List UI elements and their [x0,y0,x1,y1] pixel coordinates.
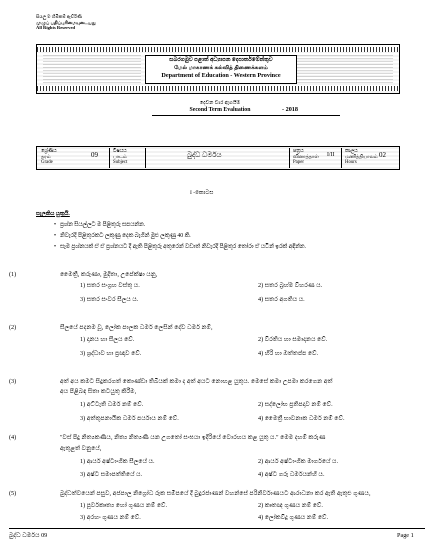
header-pattern-left [43,55,141,83]
copyright-ta: முழுப் பதிப்புரிமையுடையது [36,19,96,25]
question-text: අත් අය කමට සිදුකරගත් කොණ්ඩා තිබියක් කමා ද අත් අයට නොහළ යුතුය. මෙසේ කමා උපමා කරගෙන අත් [60,378,333,385]
answer-option[interactable]: 1) සතර සංග්‍රහ වස්තු ය. [80,282,140,289]
answer-option[interactable]: 3) අෂ්ට සමාපත්තියේ ය. [80,471,143,478]
question-text: "වස් පිදු නිත්‍යකණිය, නිත්‍ය නිත්‍යණි යන උගතෝ සංඝයා ඉදිරියේ වොරහය කළ යුතු ය." මෙම දහම් කරුණ [60,434,326,441]
header-pattern-right [295,55,393,83]
instruction-item: • නිවැරදි පිළිතුරකට ලකුණු දෙක බැගින් මුළු ලකුණු 40 කි. [60,233,420,240]
question-text: මෛත්‍රී, කරුණා, මුදිතා, උපේක්ෂා යනු, [60,271,158,278]
subject-label: විෂයය பாடம் Subject [113,149,128,165]
term-title [160,100,280,114]
question-text: බුද්ධත්වයෙන් පසුව, අජපාල නිග්‍රෝධ රුක සමීපයේ දී බුදුරජාණන් වහන්සේ පරිනිර්වාණයට ආරාධනා කර ඇති ඇතුළු ගුණය, [60,490,371,497]
grade-label: ශ්‍රේණිය தரம் Grade [41,149,57,165]
question-text: සීලයේ පදනම වූ, ලෝක පාලක ධර්ම ලෙසින් දේව ධර්ම නම්, [60,324,213,331]
answer-option[interactable]: 2) ආර්ය අෂ්ටාංගික මාර්ගයේ ය. [258,458,339,465]
question-number: (1) [9,271,17,278]
part-title: I -කොටස [190,190,214,196]
question-number: (2) [9,324,17,331]
department-ta: மேல் மாகாணக் கல்வித் திணைக்களம் [174,65,268,71]
department-en: Department of Education - Western Province [161,72,281,79]
answer-option[interactable]: 1) දානය හා සීලය වේ. [80,336,135,343]
divider [109,148,110,168]
department-header [36,44,400,94]
term-underline [152,115,340,116]
question-text: අය පිළිබඳ සිතා කටයුතු කිරීම, [60,388,137,395]
answer-option[interactable]: 2) විරතිය හා සමාදානය වේ. [258,336,328,343]
time-value: 02 [379,151,386,159]
divider [289,148,290,168]
answer-option[interactable]: 4) හිරි හා ඔත්තප්ප වේ. [258,350,319,357]
question-text: ඇතුළත් වනුයේ, [60,445,102,452]
answer-option[interactable]: 1) පූර්වකෘත්‍ය හෝ ගුණය නම් වේ. [80,502,168,509]
question-number: (5) [9,490,17,497]
answer-option[interactable]: 3) ශ්‍රද්ධාව හා ප්‍රඥාව වේ. [80,350,142,357]
answer-option[interactable]: 2) කෘතඥ ගුණය නම් වේ. [258,502,323,509]
divider [145,148,146,168]
answer-option[interactable]: 4) සතර අගතිය ය. [258,296,305,303]
subject-value: බුද්ධ ධර්මය [187,151,222,159]
header-border-top [37,47,399,52]
footer-subject: බුද්ධ ධර්මය 09 [9,532,48,539]
instruction-item: • සෑම ප්‍රශ්නයක් ඒ ඒ ප්‍රශ්නයට දී ඇති පිළිතුරු අතුරෙන් වඩාත් නිවැරදි පිළිතුර තෝරා ඒ යටින් ඉරක් අඳින්න. [60,244,420,251]
question-number: (3) [9,378,17,385]
term-si: දෙවන වාර ඇගයීම [199,100,241,106]
answer-option[interactable]: 4) මෛත්‍රී භාවනාක ධර්ම නම් වේ. [258,415,345,422]
question-number: (4) [9,434,17,441]
instructions-title: සැලකිය යුතුයි. [36,211,70,217]
exam-info-table [36,146,400,170]
time-label: කාලය மணித்தியாலம் Hours [345,149,378,165]
answer-option[interactable]: 2) සතර බ්‍රහ්ම විහරණ ය. [258,282,323,289]
header-border-bottom [37,86,399,91]
answer-option[interactable]: 4) අෂ්ට ගරු ධර්මයන්හි ය. [258,471,325,478]
term-en: Second Term Evaluation [189,107,251,113]
answer-option[interactable]: 1) අට්ටැති ධර්ම නම් වේ. [80,401,144,408]
grade-value: 09 [91,151,98,159]
copyright-notice [36,14,106,31]
page-number: Page 1 [397,532,414,539]
answer-option[interactable]: 2) සද්ලෝභ ප්‍රතිපදාව නම් වේ. [258,401,333,408]
divider [341,148,342,168]
instruction-item: • ප්‍රශ්න සියල්ලට ම පිළිතුරු සපයන්න. [60,222,420,229]
term-year: - 2018 [282,106,298,113]
answer-option[interactable]: 3) අරහං ගුණය නම් වේ. [80,514,141,521]
answer-option[interactable]: 3) සතර සංවර සීලය ය. [80,296,139,303]
paper-value: I/II [327,152,335,158]
copyright-si: සියලු ම හිමිකම් ඇව්රිණි [36,14,83,19]
department-si: සබරගමුව පළාත් අධ්‍යාපන දෙපාර්තමේන්තුව [169,57,273,63]
answer-option[interactable]: 1) ආර්ය අෂ්ටාංගික සීලයේ ය. [80,458,155,465]
answer-option[interactable]: 3) අත්තූපනායික ධර්ම පර්යාය නම් වේ. [80,415,179,422]
copyright-en: All Rights Reserved [36,25,76,31]
paper-label: පත්‍රය வினாத்தாள் Paper [293,149,319,165]
answer-option[interactable]: 4) ලෝකවිදූ ගුණය නම් වේ. [258,514,329,521]
footer-rule [9,528,425,529]
department-title-box [145,55,297,84]
